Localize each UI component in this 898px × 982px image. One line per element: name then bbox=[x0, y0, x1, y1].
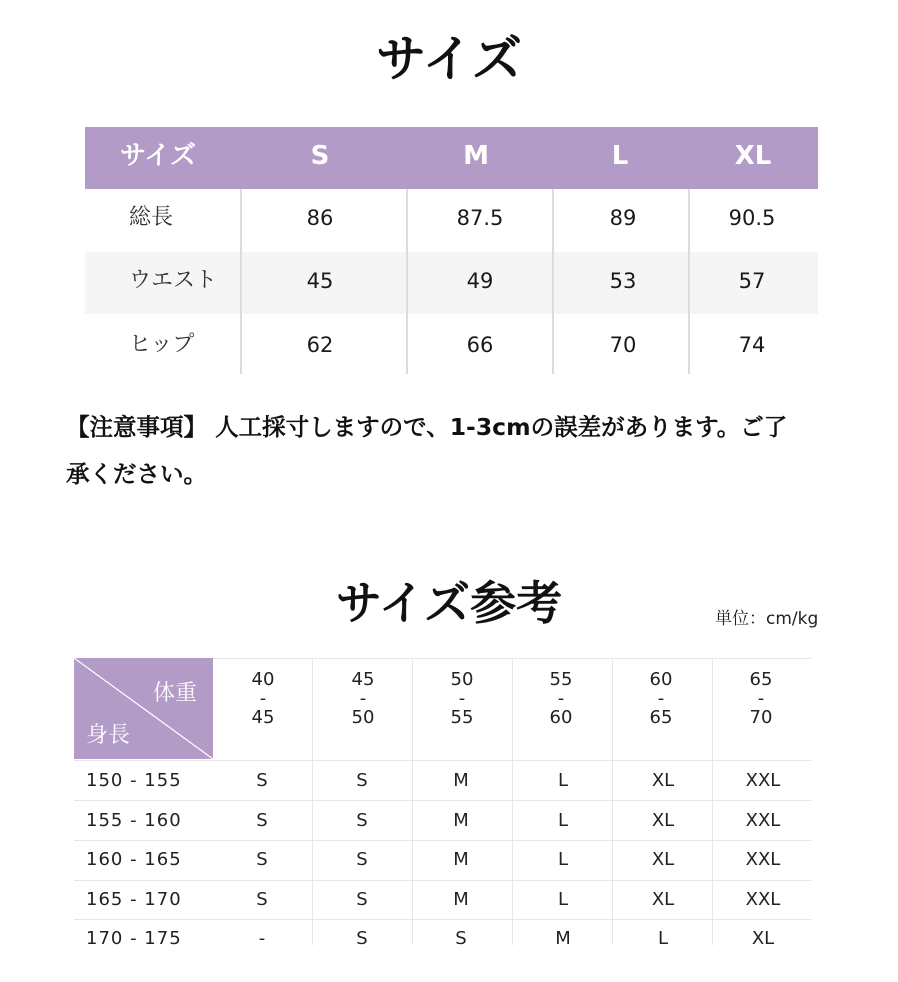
size-cell: XXL bbox=[745, 849, 781, 870]
size-cell: S bbox=[256, 810, 268, 831]
size-table-header bbox=[85, 127, 818, 189]
size-row-waist bbox=[85, 252, 818, 314]
table-row bbox=[74, 880, 811, 919]
size-cell: M bbox=[555, 928, 571, 949]
weight-min: 45 bbox=[351, 669, 375, 690]
size-cell: S bbox=[455, 928, 467, 949]
unit-label: 単位：cm/kg bbox=[715, 609, 819, 629]
weight-range bbox=[711, 670, 811, 727]
height-range: 150 - 155 bbox=[86, 770, 182, 791]
cell-value: 45 bbox=[306, 269, 334, 293]
weight-max: 65 bbox=[649, 707, 673, 728]
size-cell: XXL bbox=[745, 810, 781, 831]
weight-dash: - bbox=[757, 688, 765, 709]
row-label: ウエスト bbox=[129, 268, 218, 293]
height-range: 165 - 170 bbox=[86, 889, 182, 910]
size-row-length bbox=[85, 189, 818, 251]
size-cell: XL bbox=[651, 770, 675, 791]
weight-max: 60 bbox=[549, 707, 573, 728]
size-cell: L bbox=[557, 849, 569, 870]
size-cell: S bbox=[356, 928, 368, 949]
size-cell: XL bbox=[651, 889, 675, 910]
cell-value: 62 bbox=[306, 333, 334, 357]
size-cell: S bbox=[256, 770, 268, 791]
table-row bbox=[74, 761, 811, 800]
cell-value: 49 bbox=[466, 269, 494, 293]
weight-min: 40 bbox=[251, 669, 275, 690]
weight-max: 70 bbox=[749, 707, 773, 728]
weight-range bbox=[611, 670, 711, 727]
weight-range bbox=[511, 670, 611, 727]
size-cell: XL bbox=[651, 810, 675, 831]
column-divider bbox=[552, 189, 554, 374]
size-cell: S bbox=[256, 849, 268, 870]
weight-dash: - bbox=[657, 688, 665, 709]
height-range: 160 - 165 bbox=[86, 849, 182, 870]
weight-range bbox=[313, 670, 413, 727]
note-line: 【注意事項】 人工採寸しますので、1-3cmの誤差があります。ご了 bbox=[66, 413, 788, 441]
size-cell: S bbox=[356, 810, 368, 831]
size-cell: XXL bbox=[745, 770, 781, 791]
cell-value: 90.5 bbox=[728, 206, 776, 230]
size-cell: XL bbox=[651, 849, 675, 870]
cell-value: 66 bbox=[466, 333, 494, 357]
header-size-l: L bbox=[611, 141, 629, 171]
weight-axis-label: 体重 bbox=[152, 681, 197, 706]
size-cell: L bbox=[557, 770, 569, 791]
size-cell: S bbox=[256, 889, 268, 910]
size-cell: L bbox=[557, 810, 569, 831]
size-cell: XL bbox=[751, 928, 775, 949]
cell-value: 87.5 bbox=[456, 206, 504, 230]
size-row-hip bbox=[85, 316, 818, 378]
cell-value: 86 bbox=[306, 206, 334, 230]
size-cell: M bbox=[453, 849, 469, 870]
size-cell: - bbox=[258, 928, 266, 949]
size-cell: L bbox=[557, 889, 569, 910]
weight-min: 55 bbox=[549, 669, 573, 690]
weight-min: 65 bbox=[749, 669, 773, 690]
note-line: 承ください。 bbox=[66, 460, 207, 488]
cell-value: 57 bbox=[738, 269, 766, 293]
weight-min: 60 bbox=[649, 669, 673, 690]
height-axis-label: 身長 bbox=[86, 723, 131, 748]
size-cell: S bbox=[356, 889, 368, 910]
cell-value: 53 bbox=[609, 269, 637, 293]
reference-title: サイズ参考 bbox=[335, 576, 563, 630]
size-cell: M bbox=[453, 810, 469, 831]
size-cell: S bbox=[356, 849, 368, 870]
table-row bbox=[74, 801, 811, 840]
column-divider bbox=[406, 189, 408, 374]
column-divider bbox=[688, 189, 690, 374]
header-size-s: S bbox=[310, 141, 330, 171]
row-label: ヒップ bbox=[129, 332, 195, 357]
row-label: 総長 bbox=[129, 205, 174, 230]
header-size-xl: XL bbox=[734, 141, 772, 171]
size-title: サイズ bbox=[376, 30, 522, 88]
cell-value: 74 bbox=[738, 333, 766, 357]
size-cell: S bbox=[356, 770, 368, 791]
weight-max: 50 bbox=[351, 707, 375, 728]
weight-max: 45 bbox=[251, 707, 275, 728]
weight-range bbox=[213, 670, 313, 727]
header-size-m: M bbox=[463, 141, 489, 171]
height-range: 170 - 175 bbox=[86, 928, 182, 949]
weight-range bbox=[412, 670, 512, 727]
weight-dash: - bbox=[458, 688, 466, 709]
cell-value: 89 bbox=[609, 206, 637, 230]
table-row bbox=[74, 919, 811, 958]
size-cell: M bbox=[453, 770, 469, 791]
header-size-label: サイズ bbox=[120, 141, 196, 171]
size-cell: L bbox=[657, 928, 669, 949]
size-cell: XXL bbox=[745, 889, 781, 910]
cell-value: 70 bbox=[609, 333, 637, 357]
weight-dash: - bbox=[557, 688, 565, 709]
measurement-note bbox=[66, 404, 866, 498]
column-divider bbox=[240, 189, 242, 374]
table-row bbox=[74, 840, 811, 879]
height-range: 155 - 160 bbox=[86, 810, 182, 831]
weight-max: 55 bbox=[450, 707, 474, 728]
corner-header bbox=[74, 658, 213, 759]
weight-min: 50 bbox=[450, 669, 474, 690]
size-cell: M bbox=[453, 889, 469, 910]
weight-dash: - bbox=[259, 688, 267, 709]
weight-dash: - bbox=[359, 688, 367, 709]
